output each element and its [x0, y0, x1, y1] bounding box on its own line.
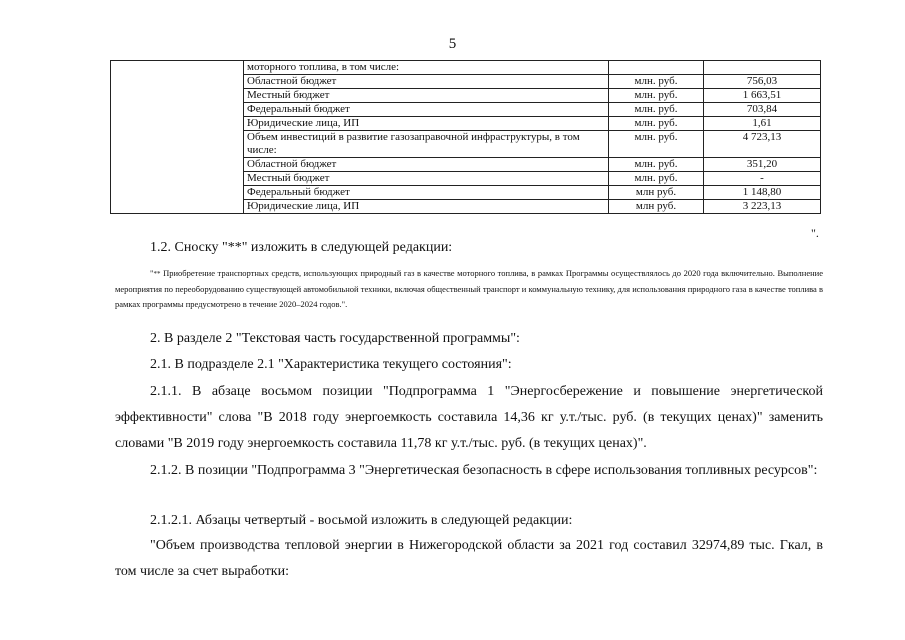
row-label: Местный бюджет: [244, 172, 609, 186]
footnote-open-quote: ": [150, 268, 154, 278]
row-value: [704, 61, 821, 75]
merged-first-column-cell: [111, 61, 244, 214]
row-unit: млн. руб.: [609, 89, 704, 103]
table-closing-quote: ".: [811, 226, 819, 240]
paragraph-2-1-1: 2.1.1. В абзаце восьмом позиции "Подпрограмма 1 "Энергосбережение и повышение энергетической эффективности" слова "В 2018 году энергоемкость составила 14,36 кг у.т./тыс. руб. (в текущих ценах)" заменить словами "В 2019 году энергоемкость составила 11,78 кг у.т./тыс. руб. (в текущих ценах)".: [115, 384, 823, 451]
row-label: Областной бюджет: [244, 75, 609, 89]
row-value: 4 723,13: [704, 131, 821, 158]
paragraph-quote: "Объем производства тепловой энергии в Нижегородской области за 2021 год составил 32974,89 тыс. Гкал, в том числе за счет выработки:: [115, 538, 823, 579]
budget-table-body: [111, 61, 821, 214]
row-label: Федеральный бюджет: [244, 103, 609, 117]
footnote-paragraph: [115, 266, 823, 312]
row-value: 1 148,80: [704, 186, 821, 200]
paragraph-2-1-2: 2.1.2. В позиции "Подпрограмма 3 "Энергетическая безопасность в сфере использования топливных ресурсов":: [150, 463, 818, 478]
row-unit: млн. руб.: [609, 172, 704, 186]
row-unit: млн. руб.: [609, 158, 704, 172]
row-value: 1 663,51: [704, 89, 821, 103]
footnote-stars: **: [153, 270, 161, 278]
budget-table: [110, 60, 821, 214]
row-label: Областной бюджет: [244, 158, 609, 172]
row-unit: млн. руб.: [609, 103, 704, 117]
row-label: Объем инвестиций в развитие газозаправочной инфраструктуры, в том числе:: [244, 131, 609, 158]
row-unit: млн руб.: [609, 200, 704, 214]
row-label: Местный бюджет: [244, 89, 609, 103]
row-value: -: [704, 172, 821, 186]
paragraph-2-1-2-1: 2.1.2.1. Абзацы четвертый - восьмой изложить в следующей редакции:: [150, 513, 573, 528]
page-number: 5: [448, 36, 457, 52]
row-unit: млн. руб.: [609, 131, 704, 158]
row-value: 3 223,13: [704, 200, 821, 214]
row-value: 1,61: [704, 117, 821, 131]
row-value: 351,20: [704, 158, 821, 172]
row-unit: млн руб.: [609, 186, 704, 200]
row-value: 703,84: [704, 103, 821, 117]
table-row: [111, 61, 821, 75]
row-unit: млн. руб.: [609, 117, 704, 131]
row-unit: [609, 61, 704, 75]
paragraph-1-2: 1.2. Сноску "**" изложить в следующей редакции:: [150, 240, 453, 255]
row-unit: млн. руб.: [609, 75, 704, 89]
row-label: моторного топлива, в том числе:: [244, 61, 609, 75]
row-label: Юридические лица, ИП: [244, 200, 609, 214]
row-label: Юридические лица, ИП: [244, 117, 609, 131]
row-value: 756,03: [704, 75, 821, 89]
footnote-text: Приобретение транспортных средств, использующих природный газ в качестве моторного топлива, в рамках Программы осуществлялось до 2020 года включительно. Выполнение мероприятия по переоборудованию существующей автомобильной техники, включая общественный транспорт и коммунальную технику, для использования природного газа в качестве топлива в рамках программы предусмотрено в течение 2020–2024 годов.: [115, 268, 823, 309]
paragraph-2-1: 2.1. В подразделе 2.1 "Характеристика текущего состояния":: [150, 357, 512, 372]
row-label: Федеральный бюджет: [244, 186, 609, 200]
paragraph-2: 2. В разделе 2 "Текстовая часть государственной программы":: [150, 331, 520, 346]
footnote-close: ".: [341, 299, 348, 309]
